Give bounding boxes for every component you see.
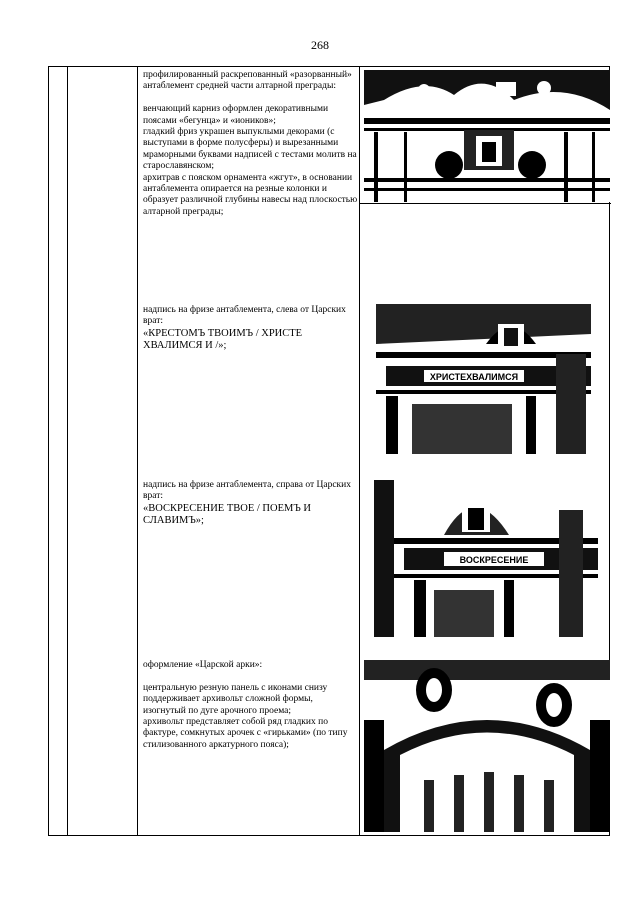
iconostasis-entablature-photo — [364, 70, 610, 202]
row-1-paragraph: архитрав с пояском орнамента «жгут», в основании антаблемента опирается на резные колонки и образует различной глубины навесы над плоскостью алтарной преграды; — [143, 172, 358, 217]
royal-arch-photo — [364, 660, 610, 832]
inscription-left-photo — [376, 304, 591, 454]
row-2-description — [143, 305, 358, 352]
row-4-paragraph: архивольт представляет собой ряд гладких по фактуре, сомкнутых арочек с «гирьками» (по типу стилизованного аркатурного пояса); — [143, 717, 348, 750]
row-4-description — [143, 660, 358, 751]
row-1-paragraph: гладкий фриз украшен выпуклыми декорами (с выступами в форме полусферы) и вырезанными мраморными буквами надписей с тестами молитв на старославянском; — [143, 127, 357, 172]
row-3-paragraph: надпись на фризе антаблемента, справа от Царских врат: — [143, 480, 351, 502]
page-number: 268 — [311, 38, 329, 52]
row-4-paragraph: центральную резную панель с иконами снизу поддерживает архивольт сложной формы, изогнутый по дуге арочного проема; — [143, 682, 328, 716]
row-3-description — [143, 480, 358, 527]
row-2-inscription: «КРЕСТОМЪ ТВОИМЪ / ХРИСТЕ ХВАЛИМСЯ И /»; — [143, 327, 303, 351]
photo-cell-divider — [359, 203, 611, 204]
photo-inscription-right: ВОСКРЕСЕНИЕ — [459, 555, 529, 565]
row-1-paragraph: венчающий карниз оформлен декоративными поясами «бегунца» и «иоников»; — [143, 104, 329, 126]
column-divider — [137, 66, 138, 836]
row-3-inscription: «ВОСКРЕСЕНИЕ ТВОЕ / ПОЕМЪ И СЛАВИМЪ»; — [143, 502, 311, 526]
column-divider — [67, 66, 68, 836]
photo-inscription-left: ХРИСТЕХВАЛИМСЯ — [429, 372, 519, 382]
row-1-description — [143, 70, 358, 218]
row-1-paragraph: профилированный раскрепованный «разорванный» антаблемент средней части алтарной преграды: — [143, 70, 352, 92]
row-4-paragraph: оформление «Царской арки»: — [143, 660, 263, 670]
column-divider — [359, 66, 360, 836]
row-2-paragraph: надпись на фризе антаблемента, слева от Царских врат: — [143, 305, 346, 327]
inscription-right-photo — [374, 480, 598, 637]
